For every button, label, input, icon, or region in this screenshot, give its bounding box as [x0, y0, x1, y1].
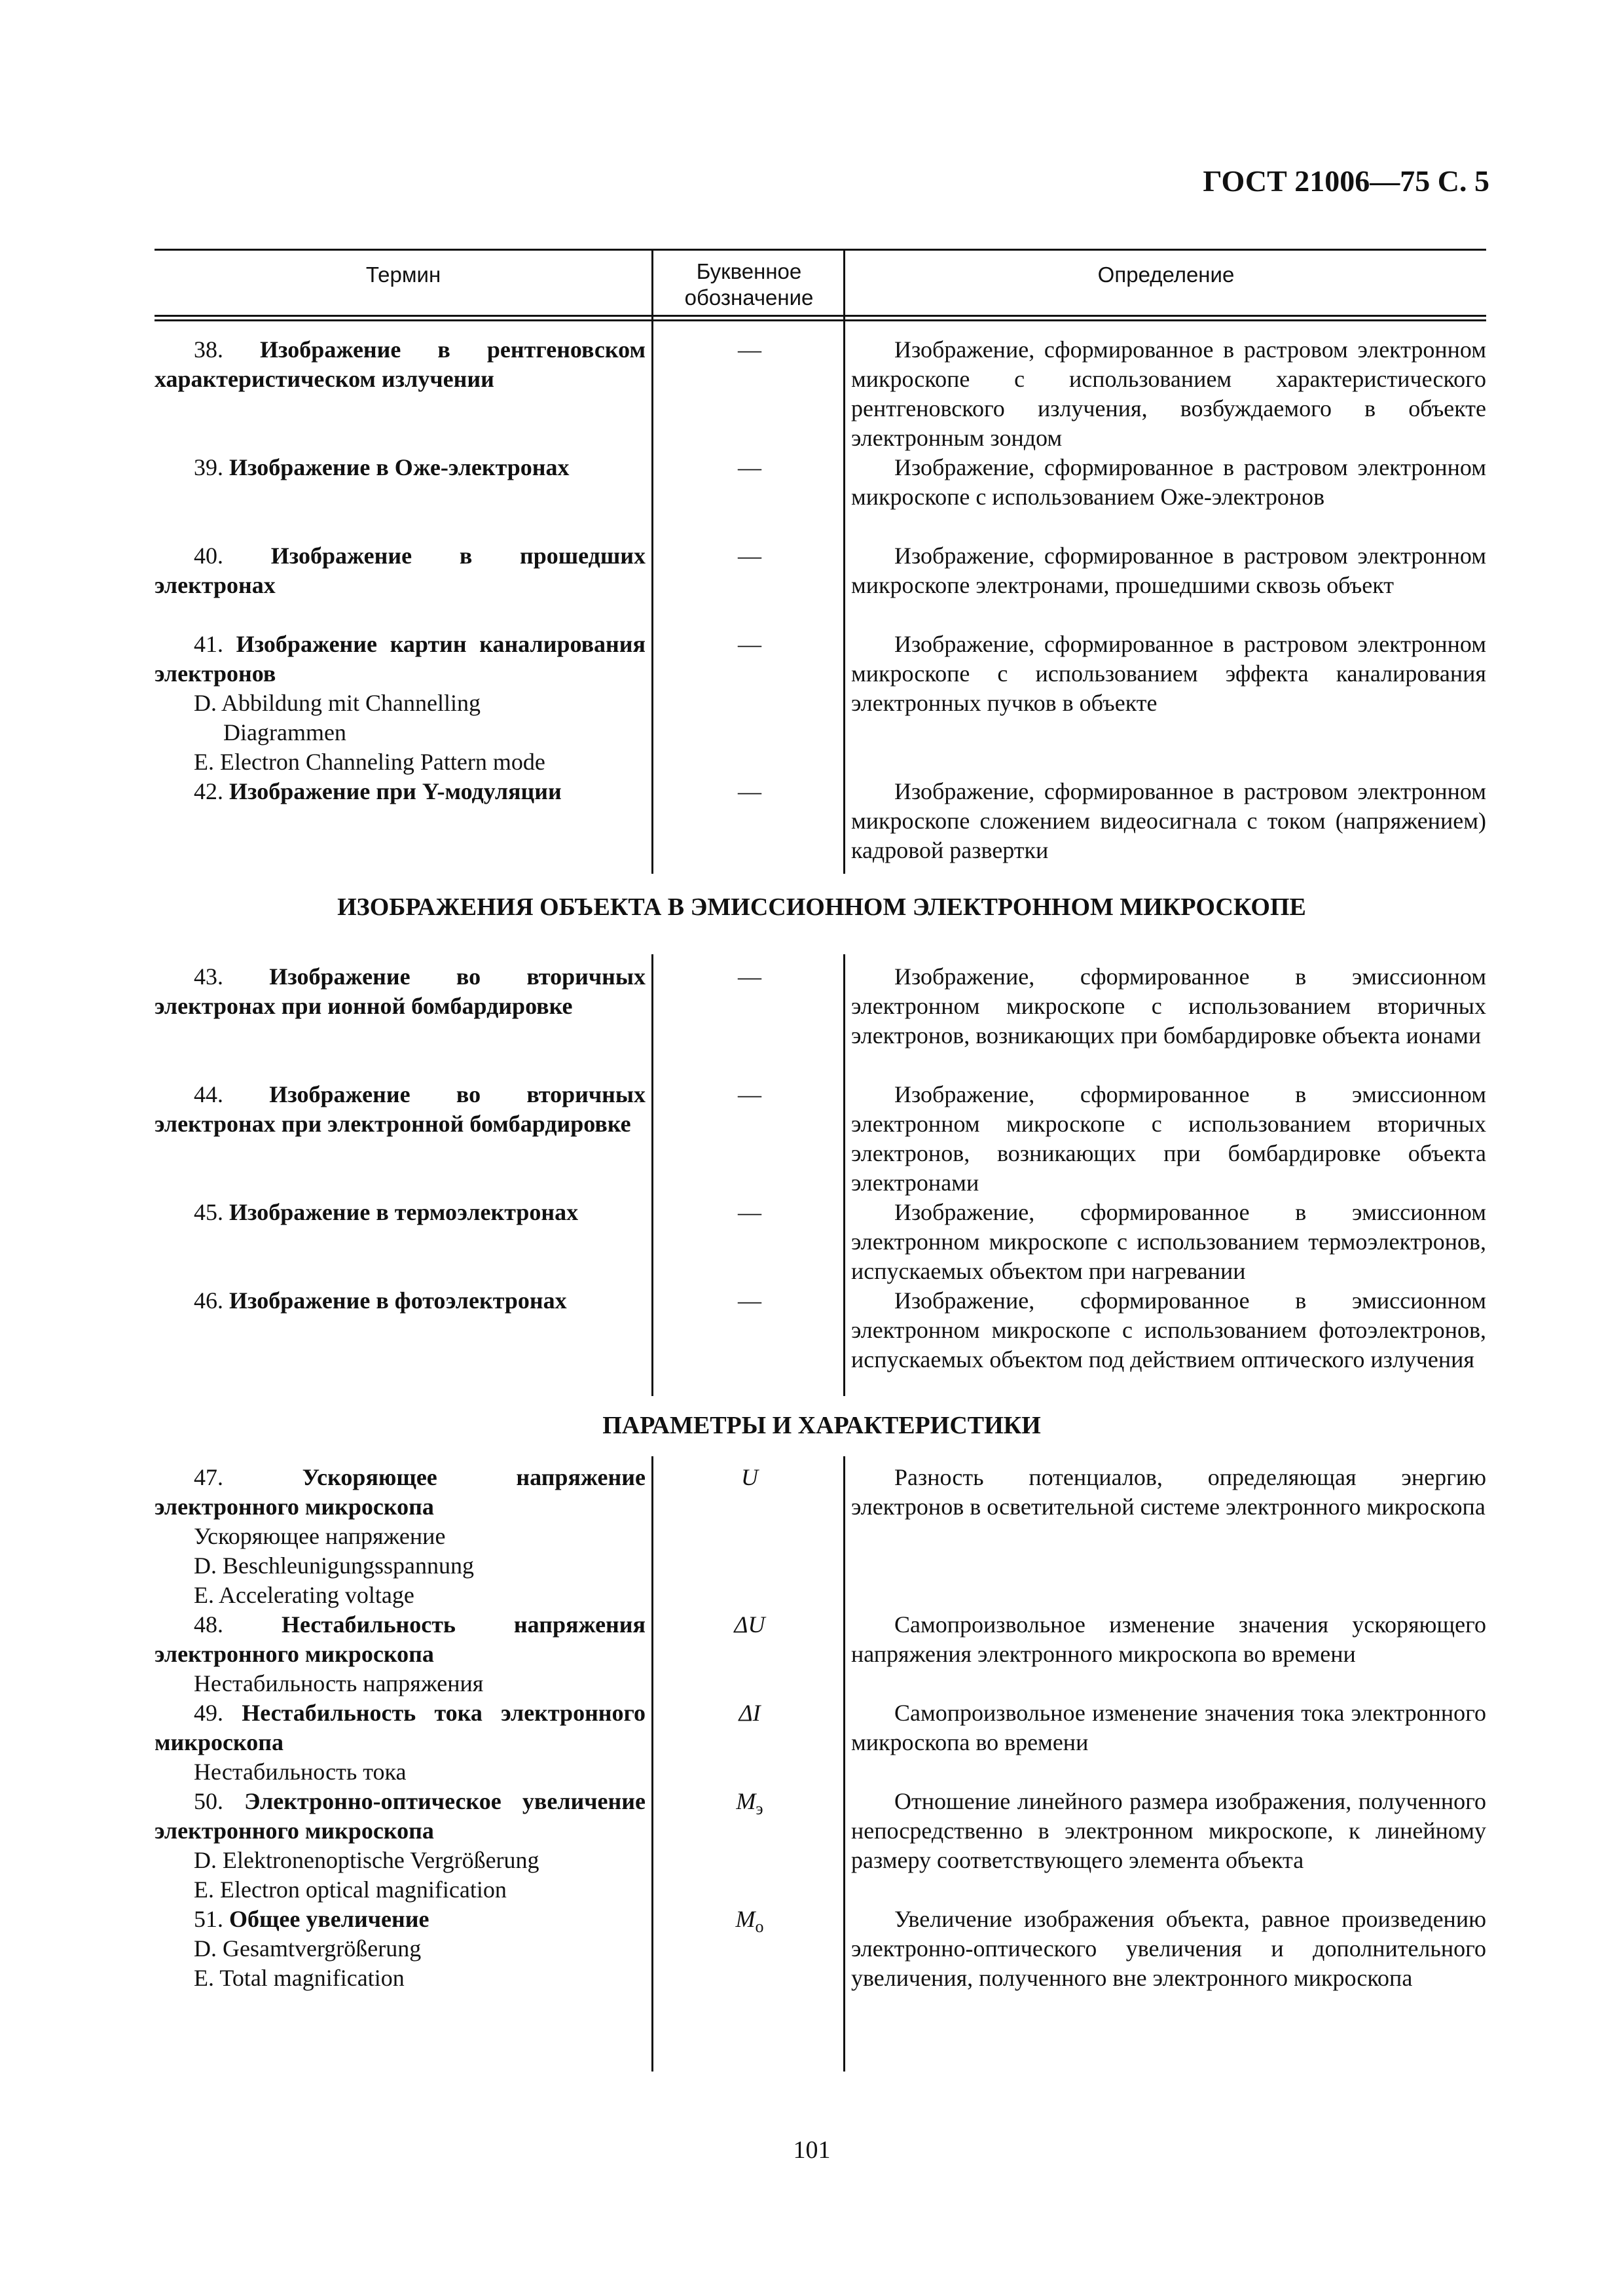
term-definition: Изображение, сформированное в эмиссионном электронном микроскопе с использованием фотоэлектронов, испускаемых объектом под действием оптического излучения [851, 1287, 1486, 1372]
term-translation: D. Abbildung mit Channelling [194, 690, 481, 716]
term-symbol: U [741, 1464, 758, 1490]
column-divider-1 [651, 249, 653, 874]
term-definition: Отношение линейного размера изображения, полученного непосредственно в электронном микроскопе, к линейному размеру соответствующего элемента объекта [851, 1788, 1486, 1873]
table-top-rule [155, 249, 1486, 251]
term-definition: Изображение, сформированное в эмиссионном электронном микроскопе с использованием вторичных электронов, возникающих при бомбардировке объекта электронами [851, 1081, 1486, 1196]
column-divider-2 [843, 954, 845, 1396]
page-number: 101 [793, 2136, 831, 2164]
term-definition: Изображение, сформированное в растровом электронном микроскопе с использованием Оже-электронов [851, 454, 1486, 510]
term-symbol: — [738, 454, 761, 480]
term-name: Нестабильность тока электронного микроскопа [155, 1700, 646, 1755]
term-number: 48. [194, 1611, 223, 1638]
term-definition: Самопроизвольное изменение значения ускоряющего напряжения электронного микроскопа во времени [851, 1611, 1486, 1667]
column-header-symbol [653, 259, 845, 311]
term-name: Изображение во вторичных электронах при ионной бомбардировке [155, 963, 646, 1019]
term-name: Изображение в термоэлектронах [229, 1199, 579, 1225]
term-name: Изображение при Y-модуляции [229, 778, 562, 804]
term-name: Изображение в Оже-электронах [229, 454, 570, 480]
term-definition: Изображение, сформированное в растровом электронном микроскопе с использованием эффекта каналирования электронных пучков в объекте [851, 631, 1486, 716]
table-row [155, 1463, 646, 1610]
table-row [155, 1080, 646, 1139]
table-row [155, 1698, 646, 1787]
term-translation: D. Gesamtvergrößerung [194, 1935, 422, 1962]
table-row [155, 630, 646, 777]
term-number: 49. [194, 1700, 223, 1726]
term-name: Изображение во вторичных электронах при электронной бомбардировке [155, 1081, 646, 1137]
term-number: 45. [194, 1199, 223, 1225]
table-row [155, 541, 646, 600]
term-definition: Изображение, сформированное в растровом электронном микроскопе электронами, прошедшими сквозь объект [851, 543, 1486, 598]
term-number: 41. [194, 631, 223, 657]
term-number: 38. [194, 336, 223, 363]
term-short-form: Нестабильность напряжения [194, 1670, 484, 1696]
term-symbol: ΔI [739, 1700, 761, 1726]
section-title-parameters: ПАРАМЕТРЫ И ХАРАКТЕРИСТИКИ [602, 1412, 1041, 1439]
column-header-term: Термин [365, 262, 441, 287]
term-translation: E. Electron optical magnification [194, 1876, 507, 1903]
term-definition: Увеличение изображения объекта, равное произведению электронно-оптического увеличения и дополнительного увеличения, полученного вне электронного микроскопа [851, 1906, 1486, 1991]
term-number: 39. [194, 454, 223, 480]
term-symbol-main: M [736, 1788, 756, 1814]
table-row [155, 1905, 646, 1993]
term-translation-continued: Diagrammen [223, 719, 346, 745]
term-definition: Изображение, сформированное в растровом электронном микроскопе сложением видеосигнала с током (напряжением) кадровой развертки [851, 778, 1486, 863]
term-definition: Самопроизвольное изменение значения тока электронного микроскопа во времени [851, 1700, 1486, 1755]
term-name: Изображение в фотоэлектронах [229, 1287, 567, 1314]
term-definition: Разность потенциалов, определяющая энергию электронов в осветительной системе электронного микроскопа [851, 1464, 1486, 1520]
table-row [155, 1787, 646, 1905]
table-row [155, 335, 646, 394]
term-definition: Изображение, сформированное в растровом электронном микроскопе с использованием характеристического рентгеновского излучения, возбуждаемого в объекте электронным зондом [851, 336, 1486, 451]
term-name: Изображение в рентгеновском характеристическом излучении [155, 336, 646, 392]
table-row [155, 777, 646, 806]
term-number: 44. [194, 1081, 223, 1107]
table-row [155, 1198, 646, 1227]
term-name: Ускоряющее напряжение электронного микроскопа [155, 1464, 646, 1520]
column-divider-1 [651, 954, 653, 1396]
term-name: Изображение картин каналирования электронов [155, 631, 646, 687]
term-symbol: — [738, 631, 761, 657]
term-symbol-subscript: о [755, 1917, 764, 1937]
term-symbol: — [738, 1287, 761, 1314]
term-symbol: — [738, 1081, 761, 1107]
column-divider-2 [843, 1456, 845, 2072]
term-definition: Изображение, сформированное в эмиссионном электронном микроскопе с использованием вторичных электронов, возникающих при бомбардировке объекта ионами [851, 963, 1486, 1049]
term-translation [155, 718, 646, 747]
term-symbol: — [738, 1199, 761, 1225]
column-divider-1 [651, 1456, 653, 2072]
term-short-form: Ускоряющее напряжение [194, 1523, 446, 1549]
term-number: 42. [194, 778, 223, 804]
term-name: Электронно-оптическое увеличение электронного микроскопа [155, 1788, 646, 1844]
table-row [155, 453, 646, 482]
term-number: 43. [194, 963, 223, 990]
term-symbol-main: M [735, 1906, 756, 1932]
term-number: 46. [194, 1287, 223, 1314]
term-number: 51. [194, 1906, 223, 1932]
term-symbol: — [738, 543, 761, 569]
term-name: Нестабильность напряжения электронного микроскопа [155, 1611, 646, 1667]
term-symbol: ΔU [734, 1611, 765, 1638]
section-title-emission: ИЗОБРАЖЕНИЯ ОБЪЕКТА В ЭМИССИОННОМ ЭЛЕКТРОННОМ МИКРОСКОПЕ [337, 893, 1306, 921]
term-symbol: — [738, 963, 761, 990]
column-header-symbol-line1: Буквенное [696, 259, 802, 283]
term-symbol-subscript: э [756, 1799, 763, 1819]
term-name: Изображение в прошедших электронах [155, 543, 646, 598]
term-number: 40. [194, 543, 223, 569]
term-translation: E. Electron Channeling Pattern mode [194, 749, 545, 775]
term-short-form: Нестабильность тока [194, 1759, 407, 1785]
term-definition: Изображение, сформированное в эмиссионном электронном микроскопе с использованием термоэлектронов, испускаемых объектом при нагревании [851, 1199, 1486, 1284]
document-header: ГОСТ 21006—75 С. 5 [1203, 164, 1489, 198]
column-header-definition: Определение [1097, 262, 1235, 287]
term-translation: E. Accelerating voltage [194, 1582, 414, 1608]
term-name: Общее увеличение [229, 1906, 429, 1932]
term-translation: D. Beschleunigungsspannung [194, 1552, 474, 1579]
term-symbol: — [738, 336, 761, 363]
term-translation: D. Elektronenoptische Vergrößerung [194, 1847, 539, 1873]
table-row [155, 1286, 646, 1316]
table-row [155, 1610, 646, 1698]
term-translation: E. Total magnification [194, 1965, 405, 1991]
table-header-rule-double [155, 319, 1486, 321]
term-symbol: — [738, 778, 761, 804]
table-header-rule [155, 315, 1486, 317]
term-number: 47. [194, 1464, 223, 1490]
term-number: 50. [194, 1788, 223, 1814]
column-header-symbol-line2: обозначение [684, 285, 814, 310]
term-symbol [655, 1905, 845, 1941]
term-symbol [655, 1787, 845, 1823]
table-row [155, 962, 646, 1021]
